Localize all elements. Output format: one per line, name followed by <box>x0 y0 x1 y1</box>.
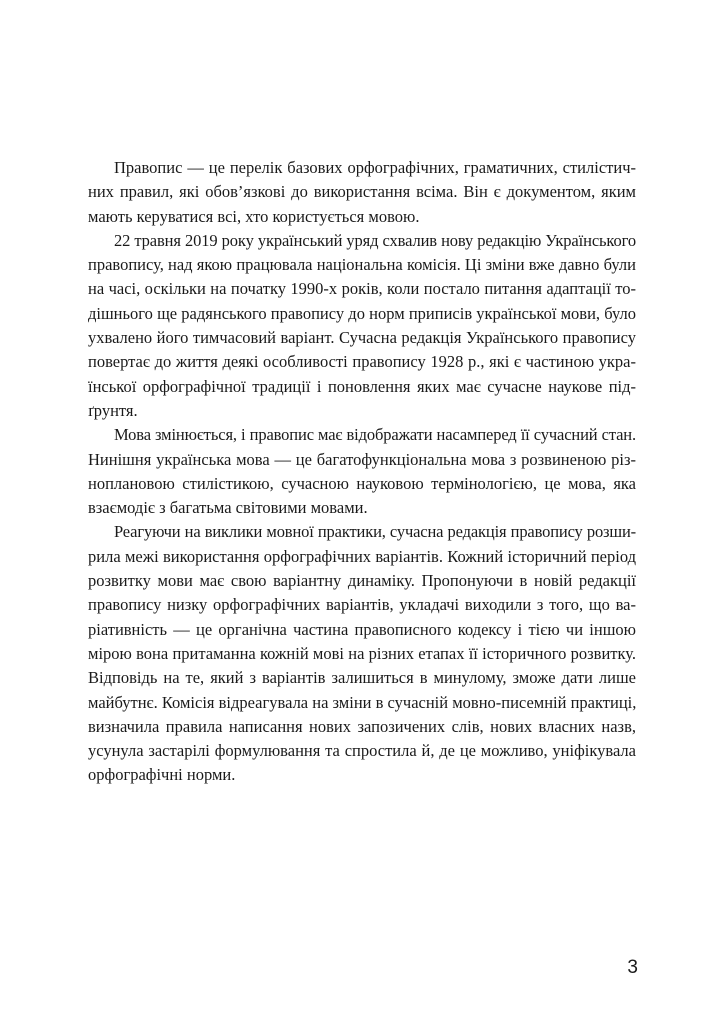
paragraph <box>88 229 636 423</box>
text-line: Реагуючи на виклики мовної практики, сучасна редакція правопису розши- <box>114 522 636 542</box>
text-line: правопису низку орфографічних варіантів, укладачі виходили з того, що ва- <box>88 595 636 615</box>
text-line: мірою вона притаманна кожній мові на різних етапах її історичного розвитку. <box>88 643 636 663</box>
paragraph <box>88 156 636 229</box>
text-line: майбутнє. Комісія відреагувала на зміни в сучасній мовно-писемній практиці, <box>88 692 637 712</box>
text-line: орфографічні норми. <box>88 765 236 785</box>
text-line: Відповідь на те, який з варіантів залишиться в минулому, зможе дати лише <box>88 668 636 688</box>
text-line: їнської орфографічної традиції і поновлення яких має сучасне наукове під- <box>88 376 636 396</box>
text-line: Мова змінюється, і правопис має відображати насамперед її сучасний стан. <box>114 425 636 445</box>
text-line: ноплановою стилістикою, сучасною науковою термінологією, це мова, яка <box>88 473 636 493</box>
text-line: Нинішня українська мова — це багатофункціональна мова з розвиненою різ- <box>88 449 636 469</box>
text-line: розвитку мови має свою варіантну динаміку. Пропонуючи в новій редакції <box>88 571 636 591</box>
text-line: повертає до життя деякі особливості правопису 1928 р., які є частиною укра- <box>88 352 636 372</box>
text-line: визначила правила написання нових запозичених слів, нових власних назв, <box>88 716 636 736</box>
text-line: 22 травня 2019 року український уряд схвалив нову редакцію Українського <box>114 230 636 250</box>
text-line: мають керуватися всі, хто користується мовою. <box>88 206 420 226</box>
text-line: Правопис — це перелік базових орфографічних, граматичних, стилістич- <box>114 158 636 177</box>
text-line: усунула застарілі формулювання та спростила й, де це можливо, уніфікувала <box>88 741 636 761</box>
text-line: ріативність — це органічна частина правописного кодексу і тією чи іншою <box>88 619 636 639</box>
paragraph <box>88 520 636 787</box>
text-line: взаємодіє з багатьма світовими мовами. <box>88 498 368 518</box>
text-line: на часі, оскільки на початку 1990-х років, коли постало питання адаптації то- <box>88 279 636 299</box>
page-number: 3 <box>627 957 638 978</box>
text-line: ґрунтя. <box>88 400 138 420</box>
text-line: дішнього ще радянського правопису до норм приписів української мови, було <box>88 303 636 323</box>
paragraph <box>88 423 636 520</box>
text-line: них правил, які обов’язкові до використання всіма. Він є документом, яким <box>88 182 636 202</box>
body-text <box>88 156 636 788</box>
text-line: рила межі використання орфографічних варіантів. Кожний історичний період <box>88 546 636 566</box>
text-line: ухвалено його тимчасовий варіант. Сучасна редакція Українського правопису <box>88 328 636 348</box>
text-line: правопису, над якою працювала національна комісія. Ці зміни вже давно були <box>88 255 636 275</box>
